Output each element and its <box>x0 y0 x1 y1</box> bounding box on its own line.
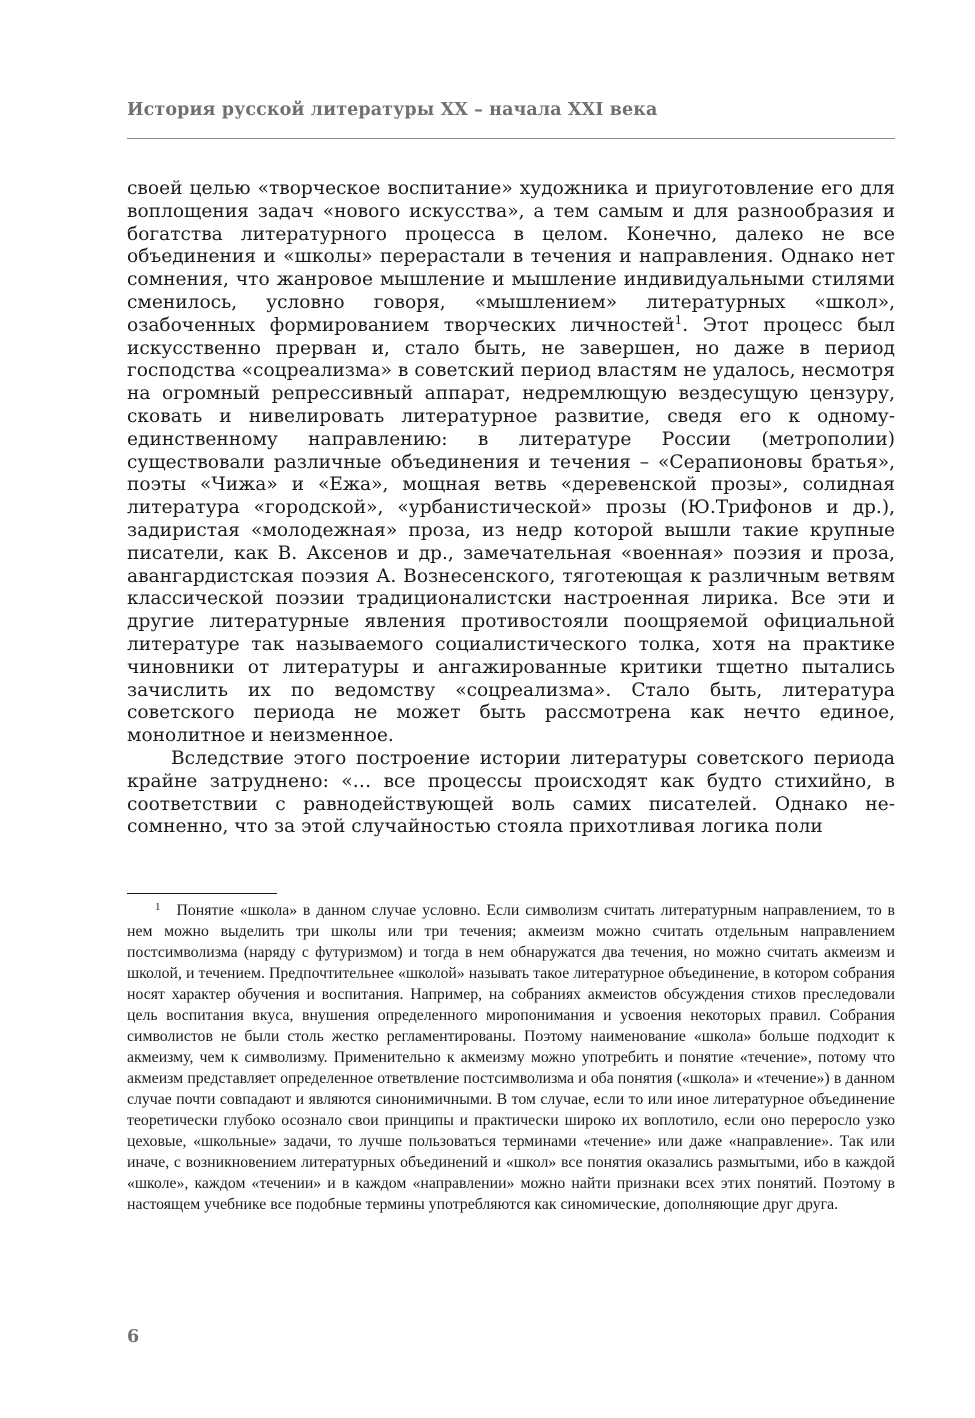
main-text <box>127 178 895 839</box>
paragraph-1-part-a: своей целью «творческое воспитание» художника и приуготовление его для воплощения задач «нового искусства», а тем самым и для разнообразия и богатства литературного процесса в целом. Конечно, далеко не все объединения и «школы» перерастали в течения и направления. Однако нет сомнения, что жанровое мышление и мышление индивидуальными стилями сменилось, условно говоря, «мышлением» литературных «школ», озабоченных формированием творческих личностей <box>127 178 895 336</box>
footnote <box>127 900 895 1215</box>
running-head: История русской литературы XX – начала XXI века <box>127 100 658 120</box>
paragraph-2: Вследствие этого построение истории литературы советского периода крайне затруднено: «… все процессы происходят как будто стихийно, в соответствии с равнодействующей воль самих писателей. Однако несомненно, что за этой случайностью стояла прихотливая логика поли <box>127 747 895 838</box>
footnote-reference[interactable]: 1 <box>674 312 683 327</box>
header-rule <box>127 138 895 139</box>
footnote-number: 1 <box>155 901 161 913</box>
footnote-paragraph <box>127 900 895 1215</box>
paragraph-1 <box>127 178 895 748</box>
paragraph-1-part-b: . Этот процесс был искусственно прерван и, стало быть, не завершен, но даже в период господства «соцреализма» в советский период властям не удалось, несмотря на огромный репрессивный аппарат, недремлющую вездесущую цензуру, сковать и нивелировать литературное развитие, сведя его к одному-единственному направлению: в литературе России (метрополии) существовали различные объединения и течения – «Серапионовы братья», поэты «Чижа» и «Ежа», мощная ветвь «деревенской прозы», солидная литература «городской», «урбанистической» прозы (Ю.Трифонов и др.), задиристая «молодежная» проза, из недр которой вышли такие крупные писатели, как В. Аксенов и др., замечательная «военная» поэзия и проза, авангардистская поэзия А. Вознесенского, тяготеющая к различным ветвям классической поэзии традиционалистски настроенная лирика. Все эти и другие литературные явления противостояли поощряемой официальной литературе так называемого социалистического толка, хотя на практике чиновники от литературы и ангажированные критики тщетно пытались зачислить их по ведомству «соцреализма». Стало быть, литература советского периода не может быть рассмотрена как нечто единое, монолитное и неизменное. <box>127 314 896 747</box>
footnote-rule <box>127 893 277 894</box>
page-number: 6 <box>127 1327 140 1347</box>
footnote-text: Понятие «школа» в данном случае условно. Если символизм считать литературным направлением, то в нем можно выделить три школы или три течения; акмеизм можно считать отдельным направлением постсимволизма (наряду с футуризмом) и тогда в нем обнаружатся два течения, но можно считать акмеизм и школой, и течением. Предпочтительнее «школой» называть такое литературное объединение, в котором собрания носят характер обучения и воспитания. Например, на собраниях акмеистов обсуждения стихов преследовали цель воспитания вкуса, внушения определенного миропонимания и усвоения некоторых правил. Собрания символистов не были столь жестко регламентированы. Поэтому наименование «школа» больше подходит к акмеизму, чем к символизму. Применительно к акмеизму можно употребить и понятие «течение», потому что акмеизм представляет определенное ответвление постсимволизма и оба понятия («школа» и «течение») в данном случае почти совпадают и являются синонимичными. В том случае, если то или иное литературное объединение теоретически глубоко осознало свои принципы и практически широко их воплотило, если оно переросло узко цеховые, «школьные» задачи, то лучше пользоваться терминами «течение» или даже «направление». Так или иначе, с возникновением литературных объединений и «школ» все понятия оказались размытыми, ибо в каждой «школе», каждом «течении» и в каждом «направлении» можно найти признаки всех этих понятий. Поэтому в настоящем учебнике все подобные термины употребляются как синомические, дополняющие друг друга. <box>127 902 895 1213</box>
